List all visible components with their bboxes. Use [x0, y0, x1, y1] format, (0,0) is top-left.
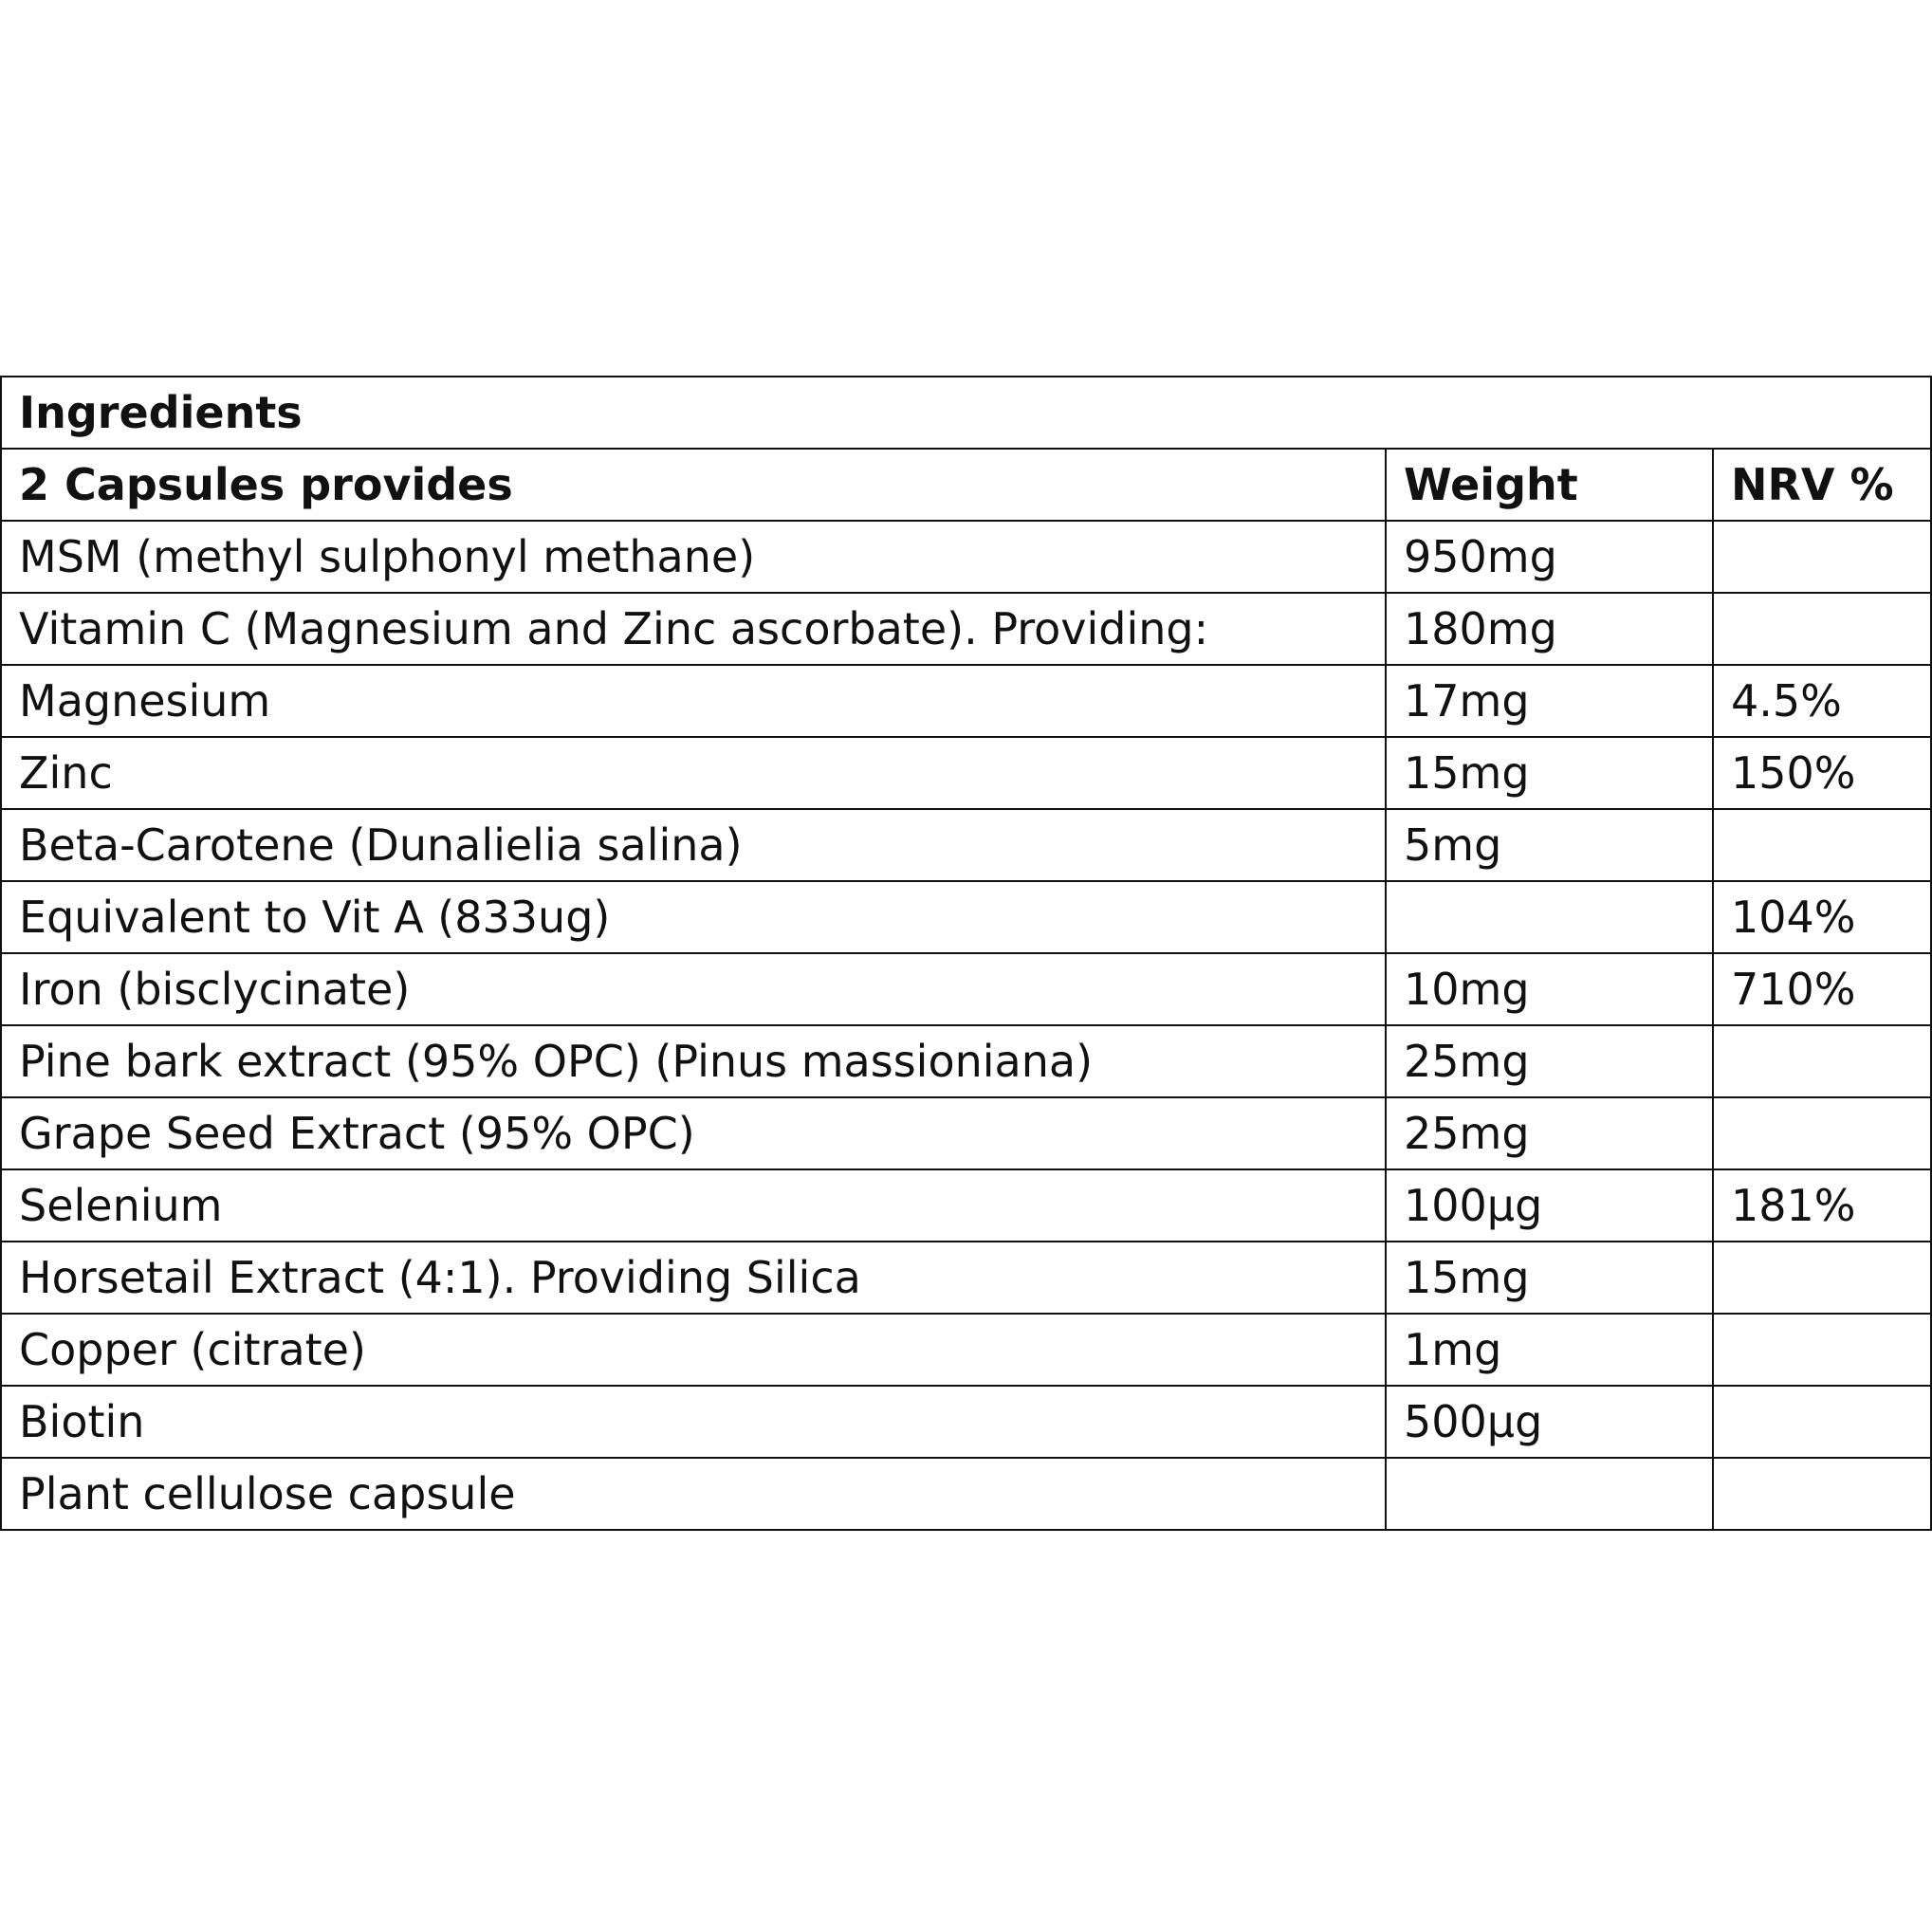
- nrv-cell: [1713, 1097, 1931, 1169]
- nrv-cell: [1713, 1314, 1931, 1386]
- nrv-cell: [1713, 1458, 1931, 1530]
- nrv-cell: 710%: [1713, 953, 1931, 1025]
- table-row: [1, 1097, 1931, 1169]
- weight-cell: 15mg: [1386, 1242, 1713, 1314]
- ingredient-cell: Iron (bisclycinate): [1, 953, 1386, 1025]
- table-row: [1, 665, 1931, 737]
- weight-cell: [1386, 881, 1713, 953]
- table-row: [1, 1386, 1931, 1458]
- nrv-cell: [1713, 1386, 1931, 1458]
- ingredient-cell: Biotin: [1, 1386, 1386, 1458]
- ingredients-table: [0, 376, 1932, 1531]
- ingredient-cell: Horsetail Extract (4:1). Providing Silica: [1, 1242, 1386, 1314]
- ingredient-cell: Magnesium: [1, 665, 1386, 737]
- ingredients-table-container: [0, 376, 1930, 1531]
- weight-cell: 25mg: [1386, 1025, 1713, 1097]
- nrv-cell: [1713, 593, 1931, 665]
- nrv-cell: 104%: [1713, 881, 1931, 953]
- table-row: [1, 1458, 1931, 1530]
- nrv-cell: [1713, 1025, 1931, 1097]
- ingredient-cell: Vitamin C (Magnesium and Zinc ascorbate). Providing:: [1, 593, 1386, 665]
- nrv-cell: 4.5%: [1713, 665, 1931, 737]
- nrv-cell: [1713, 1242, 1931, 1314]
- weight-cell: 180mg: [1386, 593, 1713, 665]
- column-header-nrv: NRV %: [1713, 449, 1931, 521]
- weight-cell: 10mg: [1386, 953, 1713, 1025]
- weight-cell: [1386, 1458, 1713, 1530]
- table-row: [1, 737, 1931, 809]
- weight-cell: 500µg: [1386, 1386, 1713, 1458]
- weight-cell: 1mg: [1386, 1314, 1713, 1386]
- table-row: [1, 1314, 1931, 1386]
- weight-cell: 100µg: [1386, 1169, 1713, 1242]
- table-row: [1, 809, 1931, 881]
- table-row: [1, 1169, 1931, 1242]
- ingredient-cell: Beta-Carotene (Dunalielia salina): [1, 809, 1386, 881]
- nrv-cell: [1713, 521, 1931, 593]
- ingredient-cell: MSM (methyl sulphonyl methane): [1, 521, 1386, 593]
- weight-cell: 17mg: [1386, 665, 1713, 737]
- ingredient-cell: Plant cellulose capsule: [1, 1458, 1386, 1530]
- table-title: Ingredients: [1, 377, 1931, 449]
- ingredient-cell: Selenium: [1, 1169, 1386, 1242]
- column-header-weight: Weight: [1386, 449, 1713, 521]
- table-body: [1, 521, 1931, 1530]
- weight-cell: 950mg: [1386, 521, 1713, 593]
- nrv-cell: 181%: [1713, 1169, 1931, 1242]
- nrv-cell: 150%: [1713, 737, 1931, 809]
- ingredient-cell: Pine bark extract (95% OPC) (Pinus massioniana): [1, 1025, 1386, 1097]
- table-row: [1, 1025, 1931, 1097]
- table-row: [1, 1242, 1931, 1314]
- table-title-row: [1, 377, 1931, 449]
- weight-cell: 5mg: [1386, 809, 1713, 881]
- table-header-row: [1, 449, 1931, 521]
- ingredient-cell: Zinc: [1, 737, 1386, 809]
- column-header-ingredient: 2 Capsules provides: [1, 449, 1386, 521]
- ingredient-cell: Equivalent to Vit A (833ug): [1, 881, 1386, 953]
- table-row: [1, 953, 1931, 1025]
- weight-cell: 25mg: [1386, 1097, 1713, 1169]
- nrv-cell: [1713, 809, 1931, 881]
- table-row: [1, 521, 1931, 593]
- weight-cell: 15mg: [1386, 737, 1713, 809]
- table-row: [1, 881, 1931, 953]
- table-row: [1, 593, 1931, 665]
- ingredient-cell: Grape Seed Extract (95% OPC): [1, 1097, 1386, 1169]
- ingredient-cell: Copper (citrate): [1, 1314, 1386, 1386]
